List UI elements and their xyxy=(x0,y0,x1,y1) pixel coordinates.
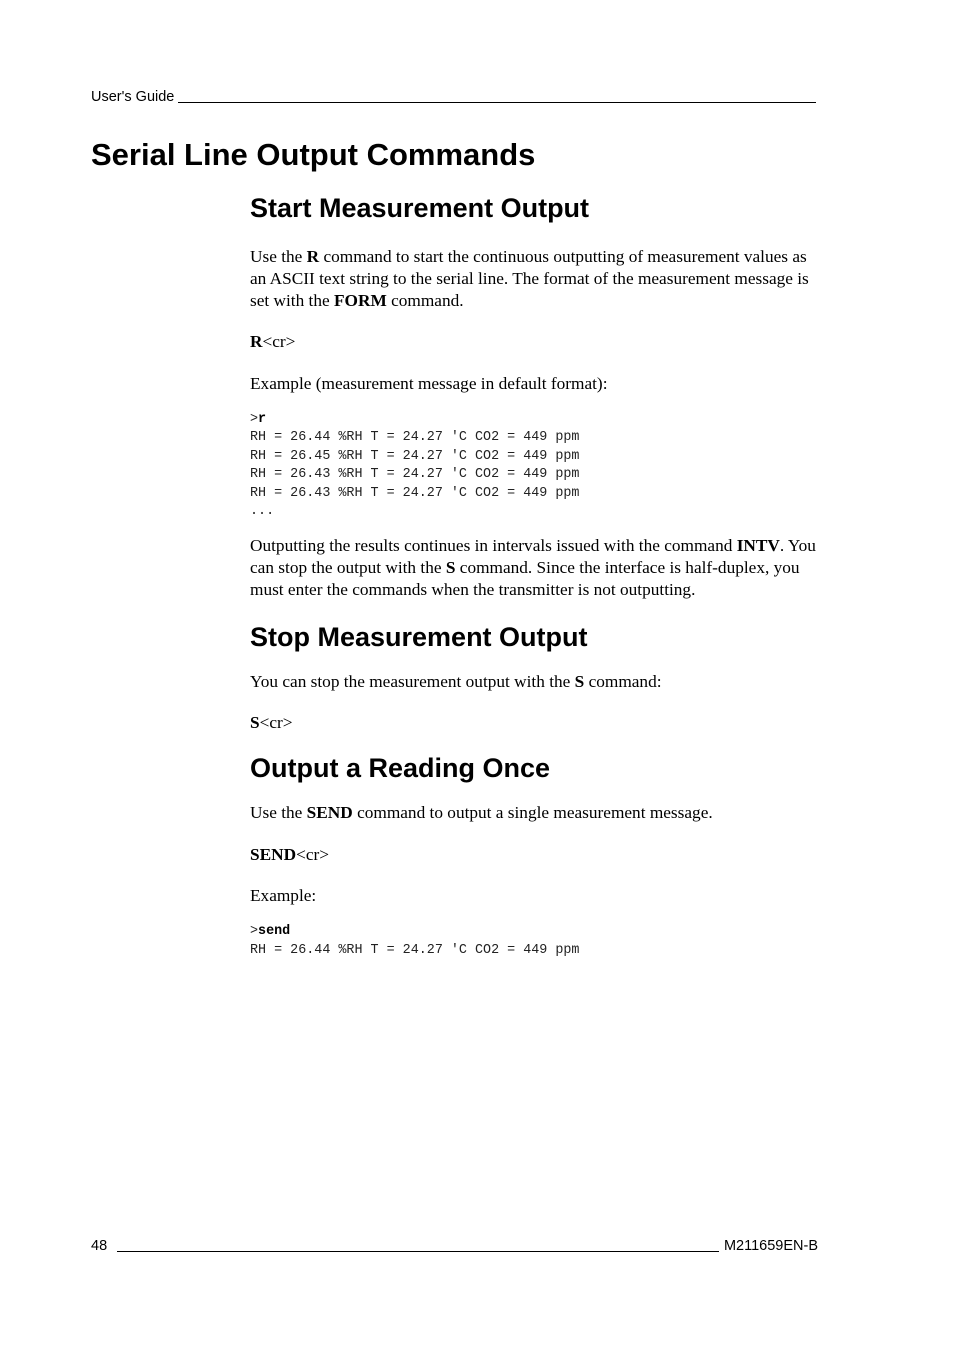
chapter-title: Serial Line Output Commands xyxy=(91,137,536,172)
example-label: Example (measurement message in default format): xyxy=(250,374,608,393)
header-rule xyxy=(178,102,816,103)
example-label: Example: xyxy=(250,886,317,906)
page-header xyxy=(91,89,816,105)
command-name-send: SEND xyxy=(306,803,353,823)
command-name-intv: INTV xyxy=(736,536,780,556)
page-footer xyxy=(91,1238,818,1254)
command-syntax-send: SEND<cr> xyxy=(250,845,330,865)
stop-paragraph: You can stop the measurement output with the S command: xyxy=(250,672,662,692)
output-line: RH = 26.43 %RH T = 24.27 'C CO2 = 449 ppm xyxy=(250,485,580,501)
footer-rule xyxy=(117,1251,719,1252)
output-ellipsis: ... xyxy=(250,504,275,520)
document-code: M211659EN-B xyxy=(723,1238,818,1254)
main-content xyxy=(250,188,820,960)
start-intro-paragraph: Use the R command to start the continuous outputting of measurement values as an ASCII text string to the serial line. The format of the measurement message is set with the FORM command. xyxy=(250,247,809,310)
section-heading: Output a Reading Once xyxy=(250,753,551,784)
command-name-s: S xyxy=(574,672,585,692)
command-name-r: R xyxy=(306,247,320,266)
running-title: User's Guide xyxy=(91,89,175,105)
output-line: RH = 26.45 %RH T = 24.27 'C CO2 = 449 ppm xyxy=(250,448,580,464)
command-syntax-s: S<cr> xyxy=(250,713,293,733)
output-line: RH = 26.44 %RH T = 24.27 'C CO2 = 449 ppm xyxy=(250,430,580,446)
section-start-measurement-output xyxy=(250,188,820,601)
typed-command: r xyxy=(258,412,267,427)
code-example-send: >send RH = 26.44 %RH T = 24.27 'C CO2 = 449 ppm xyxy=(250,924,580,958)
command-name-s: S xyxy=(445,558,456,578)
output-line: RH = 26.43 %RH T = 24.27 'C CO2 = 449 ppm xyxy=(250,467,580,483)
code-example-r: >r RH = 26.44 %RH T = 24.27 'C CO2 = 449 ppm RH = 26.45 %RH T = 24.27 'C CO2 = 449 ppm RH = 26.43 %RH T = 24.27 'C CO2 = 449 ppm RH = 26.43 %RH T = 24.27 'C CO2 = 449 ppm ... xyxy=(250,412,580,520)
start-after-paragraph: Outputting the results continues in intervals issued with the command INTV. You can stop the output with the S command. Since the interface is half-duplex, you must enter the commands when the transmitter is not outputting. xyxy=(250,536,816,600)
send-paragraph: Use the SEND command to output a single measurement message. xyxy=(250,803,713,823)
section-heading: Stop Measurement Output xyxy=(250,622,588,653)
command-syntax-r: R<cr> xyxy=(250,332,296,351)
section-output-reading-once xyxy=(250,748,820,960)
command-name-form: FORM xyxy=(334,291,387,310)
typed-command: send xyxy=(258,924,291,940)
output-line: RH = 26.44 %RH T = 24.27 'C CO2 = 449 ppm xyxy=(250,942,580,958)
section-heading: Start Measurement Output xyxy=(250,193,590,223)
page-number: 48 xyxy=(91,1238,108,1254)
section-stop-measurement-output xyxy=(250,617,820,734)
